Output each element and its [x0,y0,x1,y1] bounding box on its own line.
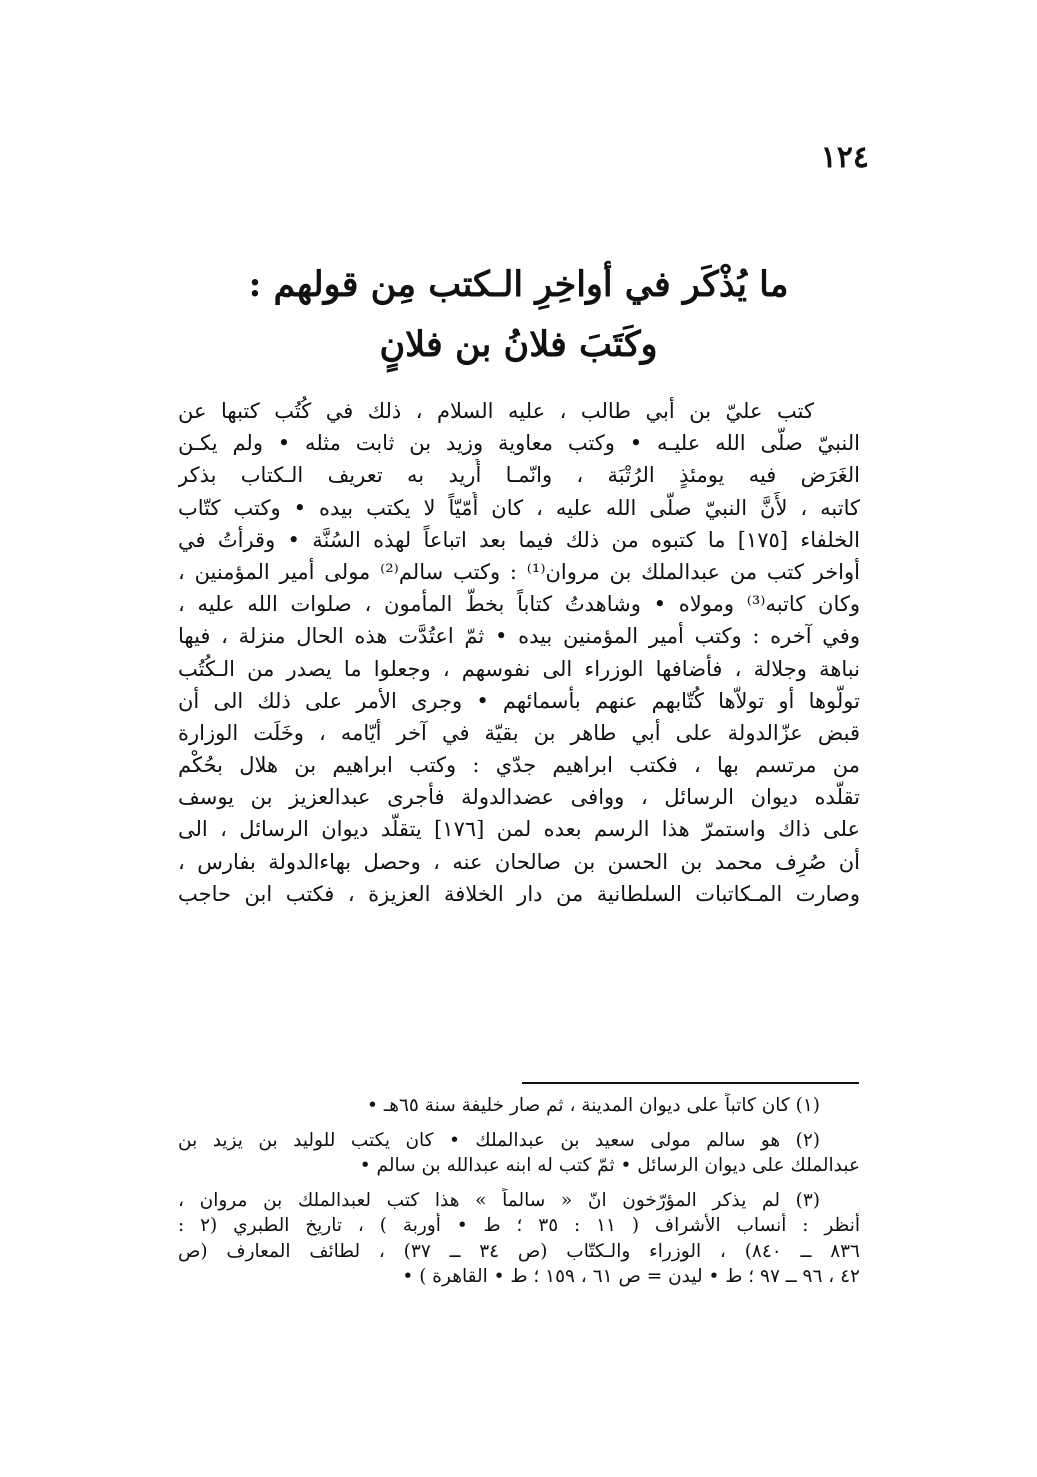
body-line: أن صُرِف محمد بن الحسن بن صالحان عنه ، وحصل بهاءالدولة بفارس ، [178,849,860,874]
chapter-title-line-1: ما يُذْكَر في أواخِرِ الـكتب مِن قولهم : [248,264,789,305]
footnote-line: (١) كان كاتباً على ديوان المدينة ، ثم صار خليفة سنة ٦٥هـ • [367,1095,820,1116]
body-line: قبض عزّالدولة على أبي طاهر بن بقيّة في آخر أيّامه ، وخَلَت الوزارة [178,720,860,745]
body-line: نباهة وجلالة ، فأضافها الوزراء الى نفوسهم ، وجعلوا ما يصدر من الـكُتُب [178,656,860,681]
body-line: وفي آخره : وكتب أمير المؤمنين بيده • ثمّ اعتُدَّت هذه الحال منزلة ، فيها [178,624,860,649]
footnote-2 [178,1128,860,1179]
body-line: كتب عليّ بن أبي طالب ، عليه السلام ، ذلك في كُتُب كتبها عن [178,399,814,423]
body-line: على ذاك واستمرّ هذا الرسم بعده لمن [١٧٦] يتقلّد ديوان الرسائل ، الى [178,817,860,842]
chapter-title-line-2: وكَتَبَ فلانُ بن فلانٍ [379,324,658,365]
body-line: وصارت المـكاتبات السلطانية من دار الخلافة العزيزة ، فكتب ابن حاجب [178,881,860,906]
body-line: الغَرَض فيه يومئذٍ الرُتْبَة ، وانّمـا أُريد به تعريف الـكتاب بذكر [178,463,860,488]
chapter-title [150,255,887,375]
footnote-1 [178,1093,860,1119]
body-line: تقلّده ديوان الرسائل ، ووافى عضدالدولة فأجرى عبدالعزيز بن يوسف [178,785,860,810]
footnote-line: (٢) هو سالم مولى سعيد بن عبدالملك • كان يكتب للوليد بن يزيد بن [178,1129,820,1151]
body-line: كاتبه ، لأَنَّ النبيّ صلّى الله عليه ، كان أُمّيّاً لا يكتب بيده • وكتب كتّاب [178,495,860,520]
body-line: من مرتسم بها ، فكتب ابراهيم جدّي : وكتب ابراهيم بن هلال بحُكْم [178,753,860,778]
body-line: الخلفاء [١٧٥] ما كتبوه من ذلك فيما بعد اتباعاً لهذه السُنَّة • وقرأتُ في [178,527,860,552]
page-number: ١٢٤ [820,140,869,175]
footnote-line: ٨٣٦ ــ ٨٤٠) ، الوزراء والـكتّاب (ص ٣٤ ــ ٣٧) ، لطائف المعارف (ص [178,1240,860,1262]
body-line: النبيّ صلّى الله عليـه • وكتب معاوية وزيد بن ثابت مثله • ولم يكـن [178,431,860,456]
footnote-line: ٤٢ ، ٩٦ ــ ٩٧ ؛ ط • ليدن = ص ٦١ ، ١٥٩ ؛ ط • القاهرة ) • [402,1266,860,1287]
footnote-line: (٣) لم يذكر المؤرّخون انّ « سالماً » هذا كتب لعبدالملك بن مروان ، [178,1189,820,1211]
body-line: أواخر كتب من عبدالملك بن مروان⁽¹⁾ : وكتب سالم⁽²⁾ مولى أمير المؤمنين ، [178,559,860,584]
body-line: وكان كاتبه⁽³⁾ ومولاه • وشاهدتُ كتاباً بخطّ المأمون ، صلوات الله عليه ، [178,592,860,617]
footnotes [178,1093,860,1299]
body-line: تولّوها أو تولاّها كُتّابهم عنهم بأسمائهم • وجرى الأمر على ذلك الى أن [178,688,860,713]
footnote-divider [522,1082,859,1084]
footnote-line: عبدالملك على ديوان الرسائل • ثمّ كتب له ابنه عبدالله بن سالم • [359,1155,860,1176]
body-text [178,395,860,910]
footnote-3 [178,1188,860,1290]
footnote-line: أنظر : أنساب الأشراف ( ١١ : ٣٥ ؛ ط • أوربة ) ، تاريخ الطبري (٢ : [178,1215,860,1236]
